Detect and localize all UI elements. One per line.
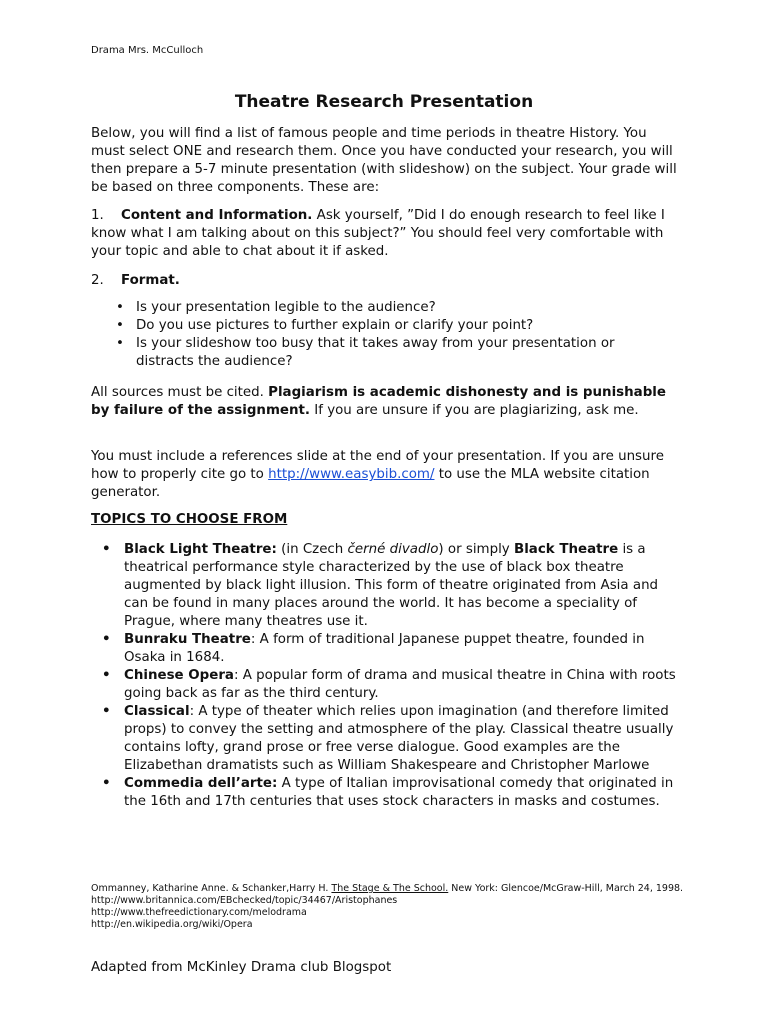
- item-number: 1.: [91, 208, 104, 223]
- list-item: • Do you use pictures to further explain or clarify your point?: [91, 317, 651, 335]
- topic-name: Chinese Opera: [124, 668, 234, 683]
- plagiarism-warning: Plagiarism is academic dishonesty and is punishable by failure of the assignment.: [91, 385, 666, 418]
- topic-classical: [91, 703, 681, 775]
- item-heading: Format.: [121, 273, 180, 288]
- sources-paragraph: [91, 384, 681, 420]
- sources-text-end: If you are unsure if you are plagiarizing, ask me.: [310, 403, 639, 418]
- references-block: [91, 883, 691, 931]
- topic-text: (in Czech: [276, 542, 348, 557]
- reference-url: http://en.wikipedia.org/wiki/Opera: [91, 919, 253, 930]
- citation-authors: Ommanney, Katharine Anne. & Schanker,Harry H.: [91, 883, 332, 894]
- item-content-information: [91, 207, 681, 261]
- intro-paragraph: Below, you will find a list of famous people and time periods in theatre History. You must select ONE and research them. Once you have conducted your research, you will then prepare a 5-7 minute presentation (with slideshow) on the subject. Your grade will be based on three components. These are:: [91, 126, 677, 195]
- topic-commedia-dellarte: [91, 775, 681, 811]
- citation: [91, 883, 691, 895]
- topic-text: : A type of theater which relies upon imagination (and therefore limited props) to convey the setting and atmosphere of the play. Classical theatre usually contains lofty, grand prose or free verse dialogue. Good examples are the Elizabethan dramatists such as William Shakespeare and Christopher Marlowe: [124, 704, 674, 773]
- topic-name: Commedia dell’arte:: [124, 776, 278, 791]
- topic-text: A type of Italian improvisational comedy that originated in the 16th and 17th centuries that uses stock characters in masks and costumes.: [124, 776, 674, 809]
- reference-url: http://www.britannica.com/EBchecked/topic/34467/Aristophanes: [91, 895, 398, 906]
- header-line: Drama Mrs. McCulloch: [91, 45, 204, 56]
- topic-name: Bunraku Theatre: [124, 632, 251, 647]
- topic-alt-name: Black Theatre: [513, 542, 619, 557]
- czech-term: černé divadlo: [347, 542, 439, 557]
- footer-credit: Adapted from McKinley Drama club Blogspot: [91, 960, 392, 975]
- citation-title: The Stage & The School.: [331, 883, 449, 894]
- easybib-link[interactable]: http://www.easybib.com/: [268, 467, 435, 482]
- topic-black-light-theatre: [91, 541, 681, 631]
- list-item: • Is your slideshow too busy that it takes away from your presentation or distracts the audience?: [91, 335, 651, 371]
- topic-text: : A form of traditional Japanese puppet theatre, founded in Osaka in 1684.: [124, 632, 645, 665]
- list-item: • Is your presentation legible to the audience?: [91, 299, 651, 317]
- references-text-end: to use the MLA website citation generator.: [91, 467, 650, 500]
- topic-name: Black Light Theatre:: [124, 542, 277, 557]
- item-number: 2.: [91, 273, 104, 288]
- item-format: [91, 272, 681, 290]
- topic-text: ) or simply: [438, 542, 514, 557]
- citation-publisher: New York: Glencoe/McGraw-Hill, March 24, 1998.: [448, 883, 684, 894]
- topic-name: Classical: [124, 704, 190, 719]
- sources-text: All sources must be cited.: [91, 385, 269, 400]
- topic-text: : A popular form of drama and musical theatre in China with roots going back as far as the third century.: [124, 668, 676, 701]
- item-heading: Content and Information.: [121, 208, 313, 223]
- reference-url: http://www.thefreedictionary.com/melodrama: [91, 907, 307, 918]
- item-text: Ask yourself, ”Did I do enough research to feel like I know what I am talking about on this subject?” You should feel very comfortable with your topic and able to chat about it if asked.: [91, 208, 665, 259]
- topic-bunraku-theatre: [91, 631, 681, 667]
- format-bullet-list: [91, 299, 651, 371]
- topics-heading: TOPICS TO CHOOSE FROM: [91, 512, 288, 527]
- references-text: You must include a references slide at the end of your presentation. If you are unsure how to properly cite go to: [91, 449, 664, 482]
- topic-chinese-opera: [91, 667, 681, 703]
- topics-list: [91, 541, 681, 811]
- topic-text: is a theatrical performance style characterized by the use of black box theatre augmented by black light illusion. This form of theatre originated from Asia and can be found in many places around the world. It has become a speciality of Prague, where many theatres use it.: [124, 542, 659, 629]
- page-title: Theatre Research Presentation: [234, 92, 534, 112]
- references-paragraph: [91, 448, 681, 502]
